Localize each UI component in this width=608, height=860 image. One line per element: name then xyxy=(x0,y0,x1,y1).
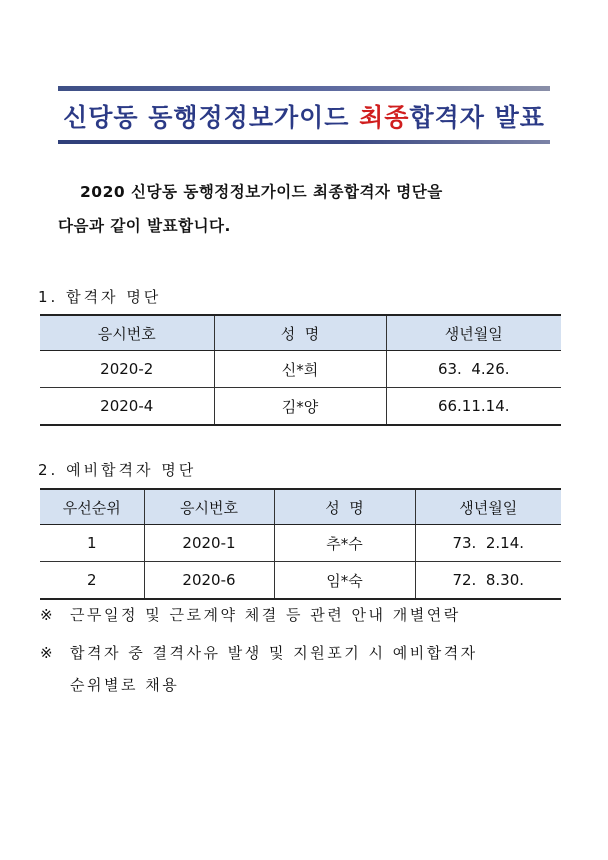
table-header-row xyxy=(40,315,561,351)
cell-birthdate: 73. 2.14. xyxy=(415,525,561,562)
table-row xyxy=(40,351,561,388)
table-row xyxy=(40,388,561,426)
cell-birthdate: 66.11.14. xyxy=(386,388,561,426)
cell-name: 임*숙 xyxy=(274,562,415,600)
cell-priority: 1 xyxy=(40,525,144,562)
page-title-main: 신당동 동행정정보가이드 xyxy=(63,103,360,132)
header-name: 성 명 xyxy=(274,489,415,525)
note-contact xyxy=(40,604,461,625)
cell-exam-number: 2020-2 xyxy=(40,351,214,388)
title-bottom-rule xyxy=(58,140,550,144)
cell-priority: 2 xyxy=(40,562,144,600)
reference-mark-icon: ※ xyxy=(40,644,56,662)
title-top-rule xyxy=(58,86,550,91)
reserve-candidates-table xyxy=(40,488,561,600)
intro-line-1: 2020 신당동 동행정정보가이드 최종합격자 명단을 xyxy=(80,183,443,201)
cell-birthdate: 72. 8.30. xyxy=(415,562,561,600)
page-title xyxy=(58,98,550,134)
table-header-row xyxy=(40,489,561,525)
intro-line-2: 다음과 같이 발표합니다. xyxy=(58,217,231,235)
reference-mark-icon: ※ xyxy=(40,606,56,624)
note-reserve xyxy=(40,642,478,663)
note-reserve-continued: 순위별로 채용 xyxy=(70,676,180,694)
passed-candidates-table xyxy=(40,314,561,426)
header-exam-number: 응시번호 xyxy=(144,489,274,525)
cell-name: 추*수 xyxy=(274,525,415,562)
section-1-title: 1. 합격자 명단 xyxy=(38,288,162,306)
header-birthdate: 생년월일 xyxy=(415,489,561,525)
header-name: 성 명 xyxy=(214,315,386,351)
section-2-title: 2. 예비합격자 명단 xyxy=(38,461,197,479)
cell-name: 김*양 xyxy=(214,388,386,426)
note-text: 근무일정 및 근로계약 체결 등 관련 안내 개별연락 xyxy=(70,606,461,624)
table-row xyxy=(40,525,561,562)
page-title-accent: 최종 xyxy=(359,103,410,132)
header-birthdate: 생년월일 xyxy=(386,315,561,351)
table-row xyxy=(40,562,561,600)
note-text: 합격자 중 결격사유 발생 및 지원포기 시 예비합격자 xyxy=(70,644,478,662)
cell-birthdate: 63. 4.26. xyxy=(386,351,561,388)
page-title-end: 합격자 발표 xyxy=(409,103,545,132)
cell-name: 신*희 xyxy=(214,351,386,388)
cell-exam-number: 2020-1 xyxy=(144,525,274,562)
header-priority: 우선순위 xyxy=(40,489,144,525)
header-exam-number: 응시번호 xyxy=(40,315,214,351)
cell-exam-number: 2020-6 xyxy=(144,562,274,600)
cell-exam-number: 2020-4 xyxy=(40,388,214,426)
